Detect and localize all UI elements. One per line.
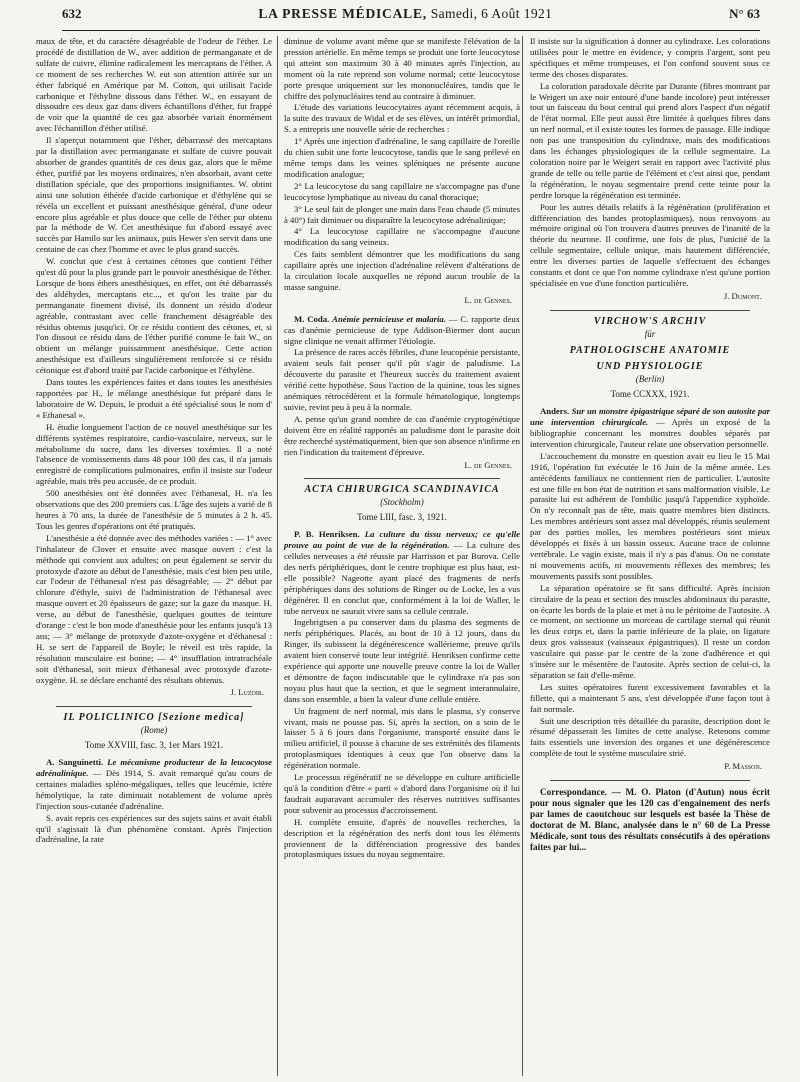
signature: L. de Gennes. <box>464 459 512 470</box>
article-lead <box>36 757 272 812</box>
column-1 <box>36 36 272 1076</box>
journal-tome: Tome CCXXX, 1921. <box>610 389 690 400</box>
paragraph: 500 anesthésies ont été données avec l'éthanesal, H. n'a les observations que des 200 premiers cas. L'âge des sujets a varié de 8 heures à 70 ans, la durée de l'anesthésie de 5 minutes à 2 h. 45. Tous les genres d'opérations ont été pratiqués. <box>36 488 272 531</box>
article-lead <box>284 529 520 616</box>
journal-section-fur: für <box>644 328 656 339</box>
signature: J. Dumont. <box>723 290 762 301</box>
signature: L. de Gennes. <box>464 294 512 305</box>
article-lead <box>284 314 520 347</box>
page-header <box>62 6 760 31</box>
article-author: Anders. <box>540 406 570 417</box>
column-rule <box>277 36 278 1076</box>
paragraph: Ces faits semblent démontrer que les modifications du sang capillaire après une injection d'adrénaline relèvent d'altérations de la circulation locale auxquelles ne répond aucun trouble de la masse sanguine. <box>284 249 520 292</box>
paragraph: Suit une description très détaillée du parasite, description dont le résumé dépasserait les limites de cette analyse. Retenons comme faits essentiels une inversion des organes et une dégénérescence complète de tout le système musculaire strié. <box>530 715 770 759</box>
journal-section-title: ACTA CHIRURGICA SCANDINAVICA <box>304 484 500 496</box>
paragraph: Le processus régénératif ne se développe en culture artificielle qu'à la condition d'être « parti » d'abord dans l'organisme où il lui faudrait auparavant accumuler des réserves nutritives suffisantes pour subvenir au processus d'accroissement. <box>284 772 520 815</box>
article-author: A. Sanguinetti. <box>46 757 104 768</box>
paragraph: A. pense qu'un grand nombre de cas d'anémie cryptogénétique doivent être en réalité rapportés au paludisme dont le parasite doit être recherché systématiquement, bien que son absence n'infirme en rien l'indication du traitement d'épreuve. <box>284 413 520 457</box>
issue-date: Samedi, 6 Août 1921 <box>430 6 553 21</box>
article-text: — C. rapporte deux cas d'anémie pernicieuse de type Addison-Biermer dont aucun signe clinique ne venait affirmer l'étiologie. <box>284 313 520 346</box>
correspondence-label: Correspondance. <box>540 787 607 798</box>
divider <box>550 310 750 311</box>
paragraph: La séparation opératoire se fit sans difficulté. Après incision circulaire de la peau et section des muscles abdominaux du parasite, on écarte les bords de la plaie et met à nu le péritoine de l'autosite. A ce moment, on sectionne un morceau de cartilage sternal qui réunit les deux corps et, dans la partie inférieure de la plaie, on ligature deux gros vaisseaux (vaisseaux épigastriques). Il reste un cordon vasculaire qui passe par le centre de la zone d'adhérence et qui s'insère sur le mésentère de l'autosite. Après section de celui-ci, la séparation se fait d'elle-même. <box>530 582 770 680</box>
article-title: Anémie pernicieuse et malaria. <box>332 313 446 324</box>
article-title: Le mécanisme producteur de la leucocytose adrénalinique. <box>36 757 272 778</box>
signature: P. Masson. <box>724 761 762 772</box>
column-2 <box>284 36 520 1076</box>
paragraph: S. avait repris ces expériences sur des sujets sains et avait établi qu'il s'agissait là d'un phénomène constant. Après l'injection d'adrénaline, la rate <box>36 812 272 845</box>
correspondence-text: — M. O. Platon (d'Autun) nous écrit pour nous signaler que les 120 cas d'engainement des nerfs par lames de caoutchouc sur lesquels est basée la Thèse de doctorat de M. Blanc, analysée dans le n° 60 de La Presse Médicale, sont tous des résultats consécutifs à des opérations faites par lui... <box>530 787 770 852</box>
paragraph: Les suites opératoires furent excessivement favorables et la fillette, qui a maintenant 5 ans, s'est développée d'une façon tout à fait normale. <box>530 681 770 714</box>
page-number: 632 <box>62 6 82 21</box>
paragraph: La présence de rares accès fébriles, d'une leucopénie persistante, avaient seuls fait penser qu'il pût s'agir de paludisme. La découverte du parasite et l'heureux succès du traitement avaient vérifié cette hypothèse. Sous l'action de la quinine, tous les signes anémiques rétrocédèrent et la formule hématologique, longtemps suivie, revint peu à peu à la normale. <box>284 347 520 412</box>
paragraph: L'anesthésie a été donnée avec des méthodes variées : — 1° avec l'inhalateur de Clover et ensuite avec masque ouvert : c'est la méthode qui convient aux adultes; on peut également se servir du protoxyde d'azote au début de l'anesthésie, mais c'est bien peu utile, car l'odeur de l'éthanesal n'est pas désagréable; — 2° début par chlorure d'éthyle, suivi de l'administration de l'éthanesal avec masque ouvert et 20 épaisseurs de gaze; sur la gaze du masque. H. verse, au début de l'anesthésie, quelques gouttes de teinture d'orange : c'est le bon mode d'anesthésie pour les enfants jusqu'à 13 ans; — 3° mélange de protoxyde d'azote-oxygène et d'éthanesal : H. se sert de l'appareil de Boyle; le réveil est très rapide, la résolution musculaire est bonne; — 4° insufflation intratrachéale soit d'éthanesal, soit mieux d'éthanesal avec protoxyde d'azote-oxygène. H. se déclare enchanté des résultats obtenus. <box>36 532 272 685</box>
signature: J. Luzoir. <box>230 687 264 698</box>
journal-tome: Tome LIII, fasc. 3, 1921. <box>357 512 447 523</box>
paragraph: 2° La leucocytose du sang capillaire ne s'accompagne pas d'une leucocytose lymphatique au niveau du canal thoracique; <box>284 180 520 202</box>
paragraph: H. étudie longuement l'action de ce nouvel anesthésique sur les différents systèmes respiratoire, cardio-vasculaire, nerveux, sur le métabolisme du sucre, dans les diverses toxémies. Il a noté l'absence de vomissements dans 48 pour 100 des cas, il n'a jamais enregistré de complications pulmonaires, enfin il insiste sur l'odeur agréable, mais très peu accusée, de ce produit. <box>36 421 272 487</box>
journal-title <box>258 6 552 22</box>
paragraph: Ingebrigtsen a pu conserver dans du plasma des segments de nerfs périphériques. Placés, au bout de 10 à 12 jours, dans du Ringer, ils subissent la dégénérescence wallérienne, preuve qu'ils avaient bien conservé toute leur intégrité. Henriksen confirme cette expérience qui apporte une nouvelle preuve contre la loi de Waller et démontre de façon indiscutable que le cylindraxe n'a pas son noyau plus haut que la section, et que le segment interannulaire, dans son ensemble, a bien la valeur d'une cellule entière. <box>284 617 520 704</box>
paragraph: 1° Après une injection d'adrénaline, le sang capillaire de l'oreille du chien subit une forte leucocytose, tandis que le sang prélevé en même temps dans les veines spléniques ne présente aucune modification analogue; <box>284 136 520 179</box>
journal-section-subtitle: UND PHYSIOLOGIE <box>596 361 704 373</box>
column-rule <box>522 36 523 1076</box>
divider <box>550 780 750 781</box>
article-text: — Dès 1914, S. avait remarqué qu'au cours de certaines maladies spléno-mégaliques, telles que leucémie, ictère hémolytique, la rate diminuait notablement de volume après l'injection sous-cutanée d'adrénaline. <box>36 768 272 811</box>
paragraph: H. complète ensuite, d'après de nouvelles recherches, la description et la régénération des nerfs dont tous les éléments proviennent de la différenciation progressive des bandes protoplasmiques issues du noyau segmentaire. <box>284 816 520 860</box>
paragraph: Un fragment de nerf normal, mis dans le plasma, s'y conserve vivant, mais ne pousse pas. Si, après la section, on a soin de le laisser 5 à 6 jours dans l'organisme, transporté ensuite dans le milieu artificiel, il pousse à chacune de ses extrémités des filaments protoplasmiques identiques à ceux que l'on observe dans la régénération normale. <box>284 705 520 771</box>
article-title: Sur un monstre épigastrique séparé de son autosite par une intervention chirurgicale. <box>530 406 770 428</box>
journal-section-title: IL POLICLINICO [Sezione medica] <box>63 712 245 724</box>
paragraph: 3° Le seul fait de plonger une main dans l'eau chaude (5 minutes à 40°) fait diminuer ou disparaître la leucocytose adrénalinique; <box>284 203 520 225</box>
article-text: — Après un exposé de la bibliographie concernant les monstres doubles séparés par intervention chirurgicale, l'auteur relate une observation personnelle. <box>530 417 770 449</box>
journal-section-city: (Stockholm) <box>380 497 424 508</box>
divider <box>56 706 252 707</box>
journal-name: LA PRESSE MÉDICALE, <box>258 6 427 21</box>
paragraph: La coloration paradoxale décrite par Durante (fibres montrant par le Weigert un axe noir entouré d'une bande incolore) peut intéresser tout un faisceau du bout central qui prend alors l'aspect d'un négatif de l'état normal. Elle peut aussi être limitée à quelques fibres dans un nerf normal, et il existe toutes les formes de passage. Elle indique non pas une transposition du cylindraxe, mais des modifications dans les échanges physiologiques de la cellule segmentaire. La coloration noire par le Weigert serait en rapport avec l'activité plus grande de telle ou telle partie de l'élément et c'est ainsi que, pendant la régénération, le noyau segmentaire prend cette teinte pour la perdre lorsque la régénération est terminée. <box>530 80 770 200</box>
journal-section-city: (Berlin) <box>635 374 665 385</box>
paragraph: Dans toutes les expériences faites et dans toutes les anesthésies rapportées par H., le mélange anesthésique fut préparé dans le laboratoire de W. Depuis, le produit a été spécialisé sous le nom d' « Ethanesal ». <box>36 377 272 420</box>
article-author: M. Coda. <box>294 313 330 324</box>
column-3 <box>530 36 770 1076</box>
journal-section-title: VIRCHOW'S ARCHIV <box>593 315 707 327</box>
divider <box>304 478 500 479</box>
article-lead <box>530 406 770 450</box>
paragraph: maux de tête, et du caractère désagréable de l'odeur de l'éther. Le procédé de distillation de W., avec addition de permanganate et de sulfate de cuivre, élimine radicalement les mercaptans de l'éther. A ce moment de ses recherches W. eut son attention attirée sur un éther fabriqué en Amérique par M. Cotton, qui utilisait l'acide carbonique et l'éthyline dissous dans l'éther. W., en essayant de dissoudre ces deux gaz dans divers échantillons d'éther, fut frappé de voir que la quantité de ces gaz absorbée variait énormément avec l'échantillon d'éther utilisé. <box>36 36 272 134</box>
article-author: P. B. Henriksen. <box>294 529 360 540</box>
article-text: — La culture des cellules nerveuses a été réussie par Harrisson et par Burova. Celle des nerfs périphériques, dont le centre trophique est plus haut, est-elle possible? Nageotte ayant placé des fragments de nerfs périphériques dans des solutions de Ringer ou de Locke, les a vus dégénérer. Il en conclut que, conformément à la loi de Waller, le tube nerveux ne saurait vivre sans sa cellule centrale. <box>284 540 520 616</box>
article-title: La culture du tissu nerveux; ce qu'elle prouve au point de vue de la régénération. <box>284 529 520 551</box>
paragraph: L'accouchement du monstre en question avait eu lieu le 15 Mai 1916, l'opération fut exécutée le 16 Juin de la même année. Les antécédents familiaux ne contiennent rien de particulier. L'autosite est une fille en bon état de nutrition et sans malformation visible. Le parasite lui est adhérent de l'ombilic jusqu'à l'appendice xyphoïde. On n'y reconnaît pas de tête, mais quatre membres bien distincts. Les membres antérieurs sont assez mal développés, réunis seulement par des parties molles, les membres postérieurs sont mieux développés et fixés à un bassin osseux. Aucune trace de colonne vertébrale. Le vagin existe, mais il n'y a pas d'anus. On ne constate ni mouvements actifs, ni mouvements réflexes des membres; les mouvements passifs sont possibles. <box>530 450 770 581</box>
paragraph: Il insiste sur la signification à donner au cylindraxe. Les colorations utilisées pour le mettre en évidence, y compris l'argent, sont peu spécifiques et même trompeuses, et l'on confond souvent sous ce terme des choses disparates. <box>530 36 770 79</box>
paragraph: 4° La leucocytose capillaire ne s'accompagne d'aucune modification du sang veineux. <box>284 226 520 248</box>
journal-section-subtitle: PATHOLOGISCHE ANATOMIE <box>569 344 731 356</box>
paragraph: W. conclut que c'est à certaines cétones que contient l'éther qu'est dû pour la plus grande part le pouvoir anesthésique de l'éther. Lorsque de bons éthers anesthésiques, en effet, ont été débarrassés des aldéhydes, mercaptans etc..., et qu'on les traite par du permanganate finement divisé, ils donnent un résidu d'odeur agréable, contrastant avec celle franchement désagréable des résidus obtenus jusqu'ici. Or ce résidu contient des cétones, et, si l'on dissout ce résidu dans de l'éther purifié comme le fait W., on obtient un mélange puissamment anesthésique. Cette action anesthésique est d'ailleurs singulièrement renforcée si ce résidu cétonique est d'abord traité par l'acide carbonique et l'éthylène. <box>36 256 272 376</box>
paragraph: Pour les autres détails relatifs à la régénération (prolifération et différenciation des bandes protoplasmiques), nous renvoyons au mémoire original où l'on trouvera d'autres preuves de l'inanité de la théorie du neurone. Il confirme, une fois de plus, l'unicité de la cellule segmentaire, cellule unique, mais hautement différenciée, entre les diverses parties de laquelle s'effectuent des échanges constants et dont ce que l'on nomme cylindraxe n'est qu'une portion spécialisée en vue d'une fonction particulière. <box>530 201 770 288</box>
issue-number: N° 63 <box>729 6 760 21</box>
paragraph: Il s'aperçut notamment que l'éther, débarrassé des mercaptans par la distillation avec permanganate et sulfate de cuivre pouvait absorber de grandes quantités de ces deux gaz, alors que le même éther, purifié par les moyens ordinaires, n'en absorbait, avant cette distillation spéciale, que des proportions insignifiantes. W. obtint ainsi une solution éthérée d'acide carbonique et d'éthylène qui se révéla un excellent et puissant anesthésique général, d'une odeur encore plus agréable et plus douce que celle de l'éther pur obtenu par la méthode de W. Cet anesthésique fut d'abord essayé avec succès par Hamilo sur les animaux, puis Hewer s'en servit dans une centaine de cas chez l'homme et avec le plus grand succès. <box>36 135 272 255</box>
correspondence <box>530 787 770 852</box>
paragraph: diminue de volume avant même que se manifeste l'élévation de la pression artérielle. En même temps se produit une forte leucocytose qui atteint son maximum 30 à 40 minutes après l'injection, au moment où la rate reprend son volume normal; cette leucocytose porte presque uniquement sur les mononucléaires, tandis que le chiffre des polynucléaires tend au contraire à diminuer. <box>284 36 520 101</box>
journal-section-city: (Rome) <box>140 725 168 736</box>
journal-tome: Tome XXVIII, fasc. 3, 1er Mars 1921. <box>84 740 224 751</box>
paragraph: L'étude des variations leucocytaires ayant récemment acquis, à la suite des travaux de Widal et de ses élèves, un intérêt primordial, S. a entrepris une nouvelle série de recherches : <box>284 102 520 135</box>
